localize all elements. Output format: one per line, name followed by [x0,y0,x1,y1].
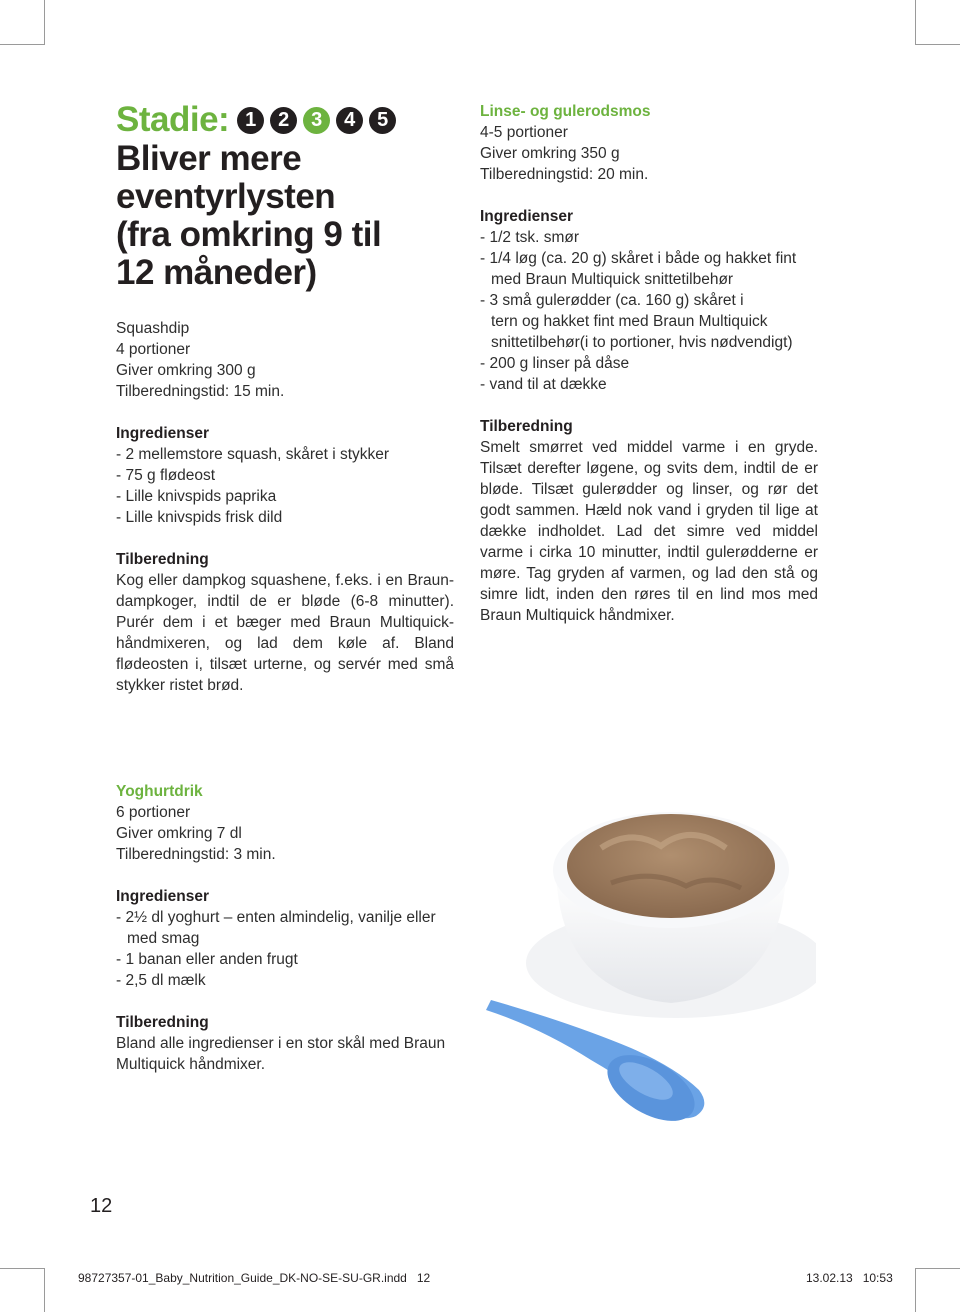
title-line: 12 måneder) [116,253,317,292]
recipe-yield: Giver omkring 300 g [116,362,256,379]
ingredient-item-continued: med smag [127,930,200,947]
ingredient-item-continued: snittetilbehør(i to portioner, hvis nødvendigt) [491,334,793,351]
recipe-yield: Giver omkring 350 g [480,145,620,162]
preparation-text: Kog eller dampkog squashene, f.eks. i en Braun-dampkoger, indtil de er bløde (6-8 minutter). Purér dem i et bæger med Braun Multiquick-håndmixeren, og lad dem køle af. Bland flødeosten i, tilsæt urterne, og servér med små stykker ristet brød. [116,572,454,694]
recipe-yoghurt [116,781,461,1075]
crop-mark [44,0,45,44]
crop-mark [44,1268,45,1312]
crop-mark [915,1268,916,1312]
stage-step-3-active: 3 [303,107,330,134]
recipe-name: Yoghurtdrik [116,783,203,800]
ingredient-item: - 200 g linser på dåse [480,355,630,372]
recipe-time: Tilberedningstid: 3 min. [116,846,276,863]
recipe-portions: 4 portioner [116,341,191,358]
ingredient-item: - 1/2 tsk. smør [480,229,580,246]
title-line: (fra omkring 9 til [116,215,382,254]
recipe-name: Linse- og gulerodsmos [480,103,651,120]
crop-mark [0,44,45,45]
ingredient-item: - 2 mellemstore squash, skåret i stykker [116,446,390,463]
ingredient-item: - 2½ dl yoghurt – enten almindelig, vanilje eller [116,909,436,926]
stage-label: Stadie: [116,100,230,139]
food-photo [481,778,816,1173]
preparation-heading: Tilberedning [480,418,573,435]
preparation-text: Bland alle ingredienser i en stor skål med Braun Multiquick håndmixer. [116,1035,446,1073]
footer-file-info: 98727357-01_Baby_Nutrition_Guide_DK-NO-SE-SU-GR.indd 12 [78,1271,431,1285]
ingredient-item-continued: med Braun Multiquick snittetilbehør [491,271,734,288]
page-title [116,140,446,292]
preparation-heading: Tilberedning [116,1014,209,1031]
ingredient-item: - 2,5 dl mælk [116,972,206,989]
ingredient-item: - Lille knivspids frisk dild [116,509,283,526]
recipe-time: Tilberedningstid: 15 min. [116,383,285,400]
preparation-heading: Tilberedning [116,551,209,568]
recipe-linse [480,101,818,626]
footer-timestamp: 13.02.13 10:53 [806,1271,893,1285]
recipe-portions: 4-5 portioner [480,124,568,141]
title-line: Bliver mere [116,139,302,178]
puree [567,814,775,918]
stage-step-1: 1 [237,107,264,134]
ingredients-heading: Ingredienser [116,888,210,905]
ingredient-item-continued: tern og hakket fint med Braun Multiquick [491,313,768,330]
recipe-squashdip [116,318,454,696]
crop-mark [915,1268,960,1269]
stage-step-2: 2 [270,107,297,134]
recipe-portions: 6 portioner [116,804,191,821]
ingredients-heading: Ingredienser [116,425,210,442]
stage-step-4: 4 [336,107,363,134]
ingredient-item: - 1 banan eller anden frugt [116,951,298,968]
stage-indicator [116,100,402,140]
ingredient-item: - vand til at dække [480,376,607,393]
title-line: eventyrlysten [116,177,336,216]
preparation-text: Smelt smørret ved middel varme i en gryde. Tilsæt derefter løgene, og svits dem, indtil de er bløde. Tilsæt gulerødder og linser, og rør det godt sammen. Hæld nok vand i gryden til lige at dække indholdet. Lad det simre ved middel varme i cirka 10 minutter, indtil gulerødderne er møre. Tag gryden af varmen, og lad den stå og simre lidt, inden den røres til en lind mos med Braun Multiquick håndmixer. [480,439,818,624]
ingredients-heading: Ingredienser [480,208,574,225]
crop-mark [0,1268,45,1269]
bowl-with-spoon-illustration [481,778,816,1173]
page-number: 12 [90,1195,113,1217]
ingredient-item: - 75 g flødeost [116,467,216,484]
crop-mark [915,44,960,45]
stage-step-5: 5 [369,107,396,134]
crop-mark [915,0,916,44]
recipe-yield: Giver omkring 7 dl [116,825,242,842]
ingredient-item: - 1/4 løg (ca. 20 g) skåret i både og hakket fint [480,250,797,267]
ingredient-item: - 3 små gulerødder (ca. 160 g) skåret i [480,292,744,309]
recipe-time: Tilberedningstid: 20 min. [480,166,649,183]
recipe-name: Squashdip [116,320,190,337]
ingredient-item: - Lille knivspids paprika [116,488,277,505]
